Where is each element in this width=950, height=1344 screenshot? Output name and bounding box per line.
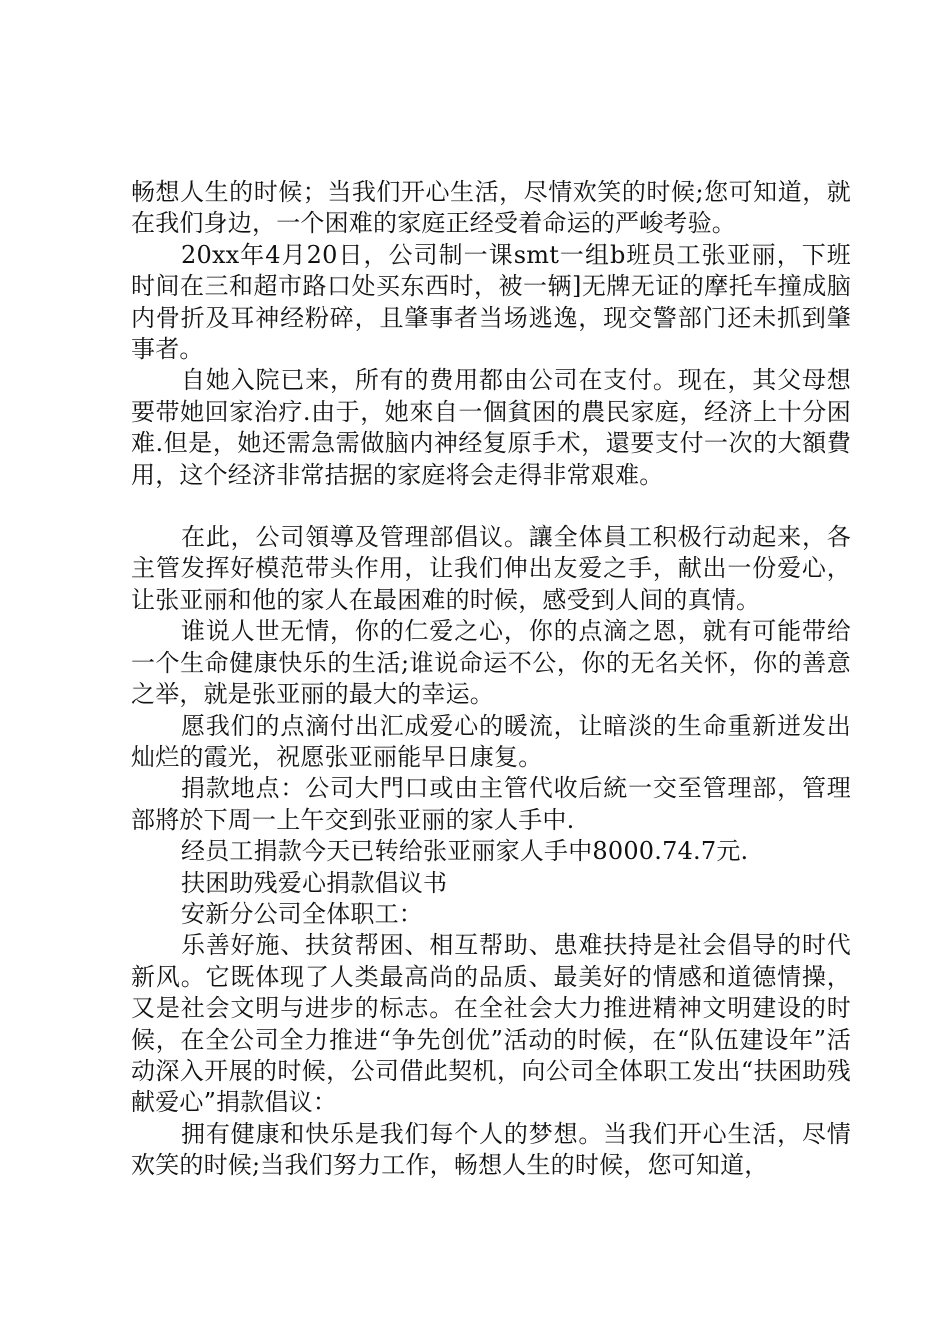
paragraph-gap <box>131 491 851 522</box>
paragraph-5: 谁说人世无情，你的仁爱之心，你的点滴之恩，就有可能带给一个生命健康快乐的生活;谁说命运不公，你的无名关怀，你的善意之举，就是张亚丽的最大的幸运。 <box>131 617 851 709</box>
paragraph-2: 20xx年4月20日，公司制一课smt一组b班员工张亚丽，下班时间在三和超市路口处买东西时，被一辆]无牌无证的摩托车撞成脑内骨折及耳神经粉碎，且肇事者当场逃逸，现交警部门还未抓到肇事者。 <box>131 240 851 364</box>
paragraph-6: 愿我们的点滴付出汇成爱心的暖流，让暗淡的生命重新迸发出灿烂的霞光，祝愿张亚丽能早日康复。 <box>131 711 851 771</box>
document-body <box>131 177 851 1182</box>
salutation: 安新分公司全体职工： <box>181 899 423 928</box>
paragraph-7: 捐款地点：公司大門口或由主管代收后統一交至管理部，管理部將於下周一上午交到张亚丽的家人手中. <box>131 774 851 834</box>
paragraph-4: 在此，公司領導及管理部倡议。讓全体員工积极行动起来，各主管发挥好模范带头作用，让我们伸出友爱之手，献出一份爱心，让张亚丽和他的家人在最困难的时候，感受到人间的真情。 <box>131 523 851 614</box>
paragraph-11: 乐善好施、扶贫帮困、相互帮助、患难扶持是社会倡导的时代新风。它既体现了人类最高尚的品质、最美好的情感和道德情操，又是社会文明与进步的标志。在全社会大力推进精神文明建设的时候，在全公司全力推进“争先创优”活动的时候，在“队伍建设年”活动深入开展的时候，公司借此契机，向公司全体职工发出“扶困助残献爱心”捐款倡议： <box>131 931 851 1117</box>
paragraph-12: 拥有健康和快乐是我们每个人的梦想。当我们开心生活，尽情欢笑的时候;当我们努力工作，畅想人生的时候，您可知道， <box>131 1119 851 1180</box>
paragraph-1: 畅想人生的时候；当我们开心生活，尽情欢笑的时候;您可知道，就在我们身边，一个困难的家庭正经受着命运的严峻考验。 <box>131 178 851 238</box>
paragraph-3: 自她入院已来，所有的费用都由公司在支付。现在，其父母想要带她回家治疗.由于，她來自一個貧困的農民家庭，经济上十分困难.但是，她还需急需做脑内神经复原手术，還要支付一次的大額費用，这个经济非常拮据的家庭将会走得非常艰难。 <box>131 366 851 489</box>
paragraph-8: 经员工捐款今天已转给张亚丽家人手中8000.74.7元. <box>181 837 749 866</box>
section-title: 扶困助残爱心捐款倡议书 <box>181 868 448 897</box>
